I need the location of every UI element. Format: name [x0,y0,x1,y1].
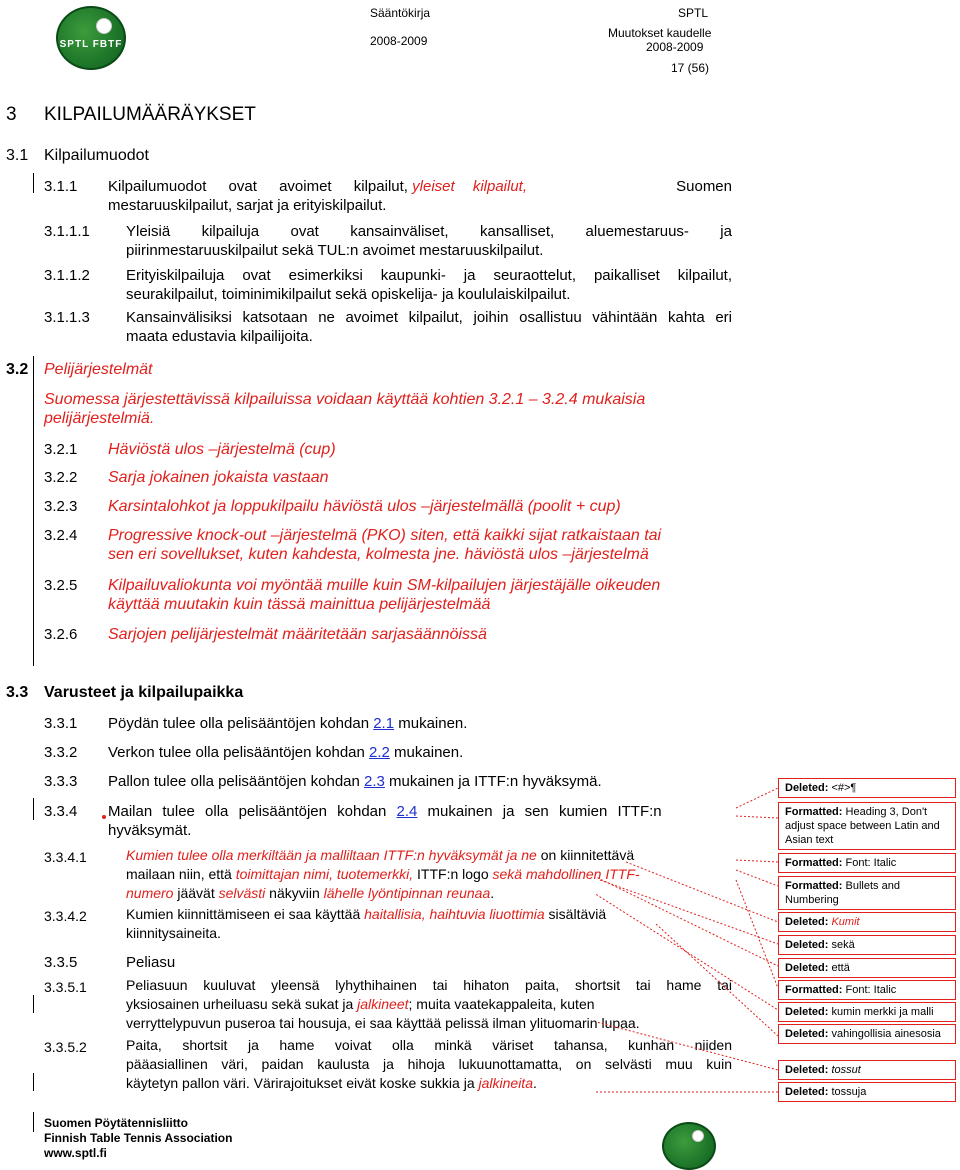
revision-balloon[interactable] [778,778,956,798]
text-run: sisältäviä [544,906,607,922]
connector-line [736,880,778,988]
balloon-text: sekä [831,939,855,951]
text-run: Kumien kiinnittämiseen ei saa käyttää [126,906,365,922]
list-number: 3.2.6 [44,626,78,643]
logo-text: SPTL FBTF [59,39,123,50]
paragraph-line: maata edustavia kilpailijoita. [126,328,313,345]
text-run: Pöydän tulee olla pelisääntöjen kohdan [108,715,374,732]
text-run: mukainen ja sen kumien ITTF:n [417,803,662,820]
revision-balloon[interactable] [778,802,956,850]
subsection-3-3-title: Varusteet ja kilpailupaikka [44,684,244,701]
balloon-kind: Deleted: [785,782,829,794]
inserted-text: toimittajan nimi, tuotemerkki, [235,866,414,882]
change-bar [33,356,34,666]
connector-line [600,880,778,944]
balloon-text: <#>¶ [831,782,857,794]
change-bar [33,1112,34,1132]
balloon-text: Bullets and Numbering [785,880,900,906]
paragraph-line [108,714,467,733]
inserted-text: yleiset kilpailut, [412,178,528,195]
list-item: käyttää muutakin kuin tässä mainittua pelijärjestelmää [108,596,491,613]
para-number: 3.3.3 [44,773,78,790]
revision-balloon[interactable] [778,935,956,955]
inserted-text: sekä mahdollinen ITTF- [492,866,640,882]
list-item: Kilpailuvaliokunta voi myöntää muille kuin SM-kilpailujen järjestäjälle oikeuden [108,577,661,594]
para-number: 3.3.5.1 [44,979,87,995]
connector-line [736,860,778,862]
subsection-3-2-title: Pelijärjestelmät [44,361,153,378]
header-changes-season: 2008-2009 [646,40,704,54]
revision-mark [102,815,106,819]
connector-line [736,870,778,886]
footer-org-en: Finnish Table Tennis Association [44,1131,233,1145]
footer-website[interactable]: www.sptl.fi [44,1146,107,1160]
text-run: on kiinnitettävä [536,847,635,863]
paragraph-line [108,772,602,791]
header-changes-label: Muutokset kaudelle [608,26,712,40]
list-item: Sarja jokainen jokaista vastaan [108,469,329,486]
paragraph-line: Paita, shortsit ja hame voivat olla minkä väriset tahansa, kunhan niiden [126,1037,732,1053]
list-item: sen eri sovellukset, kuten kahdesta, kolmesta jne. häviöstä ulos –järjestelmä [108,546,649,563]
intro-line: Suomessa järjestettävissä kilpailuissa voidaan käyttää kohtien 3.2.1 – 3.2.4 mukaisia [44,391,646,408]
revision-balloon[interactable] [778,958,956,978]
balloon-text: kumin merkki ja malli [831,1006,934,1018]
paragraph-line [126,846,634,865]
header-org: SPTL [678,6,709,20]
sptl-logo [56,6,126,70]
change-bar [33,798,34,820]
para-number: 3.1.1.3 [44,309,90,326]
page-number: 17 (56) [671,61,710,75]
text-run: ; muita vaatekappaleita, kuten [408,996,595,1012]
text-run: ITTF:n logo [413,866,493,882]
change-bar [33,995,34,1013]
paragraph-line: pääasiallinen väri, paidan kaulusta ja hihoja lukuunottamatta, on selvästi muu kuin [126,1056,732,1072]
para-number: 3.3.4.2 [44,908,87,924]
revision-balloon[interactable] [778,980,956,1000]
text-run: Pallon tulee olla pelisääntöjen kohdan [108,773,365,790]
paragraph-line [126,905,606,924]
inserted-text: haitallisia, haihtuvia liuottimia [364,906,545,922]
balloon-text: vahingollisia ainesosia [831,1028,941,1040]
inserted-text: lähelle lyöntipinnan reunaa [323,885,491,901]
list-number: 3.2.2 [44,469,78,486]
paragraph-line [126,865,640,884]
ball-icon [692,1130,704,1142]
text-run: jäävät [173,885,219,901]
text-run: Mailan tulee olla pelisääntöjen kohdan [108,803,397,820]
balloon-kind: Formatted: [785,806,843,818]
list-item: Progressive knock-out –järjestelmä (PKO) siten, että kaikki sijat ratkaistaan tai [108,527,662,544]
paragraph-line: kiinnitysaineita. [126,925,221,941]
balloon-kind: Deleted: [785,962,829,974]
text-run: käytetyn pallon väri. Värirajoitukset eivät koske sukkia ja [126,1075,479,1091]
ball-icon [96,18,112,34]
text-run: . [490,885,495,901]
revision-balloon[interactable] [778,912,956,932]
balloon-connectors [596,780,780,1110]
text-run: näkyviin [265,885,324,901]
paragraph-line [108,177,732,196]
para-number: 3.3.2 [44,744,78,761]
paragraph-line: Kansainvälisiksi katsotaan ne avoimet kilpailut, joihin osallistuu vähintään kahta eri [126,309,732,326]
balloon-text: Font: Italic [845,857,897,869]
balloon-text: tossuja [831,1086,867,1098]
paragraph-line [108,743,463,762]
balloon-text: tossut [831,1064,861,1076]
paragraph-line: mestaruuskilpailut, sarjat ja erityiskilpailut. [108,197,387,214]
balloon-kind: Formatted: [785,880,843,892]
intro-line: pelijärjestelmiä. [44,410,155,427]
balloon-kind: Deleted: [785,939,829,951]
connector-line [736,788,778,808]
change-bar [33,173,34,193]
revision-balloon[interactable] [778,1060,956,1080]
section-number: 3 [6,104,17,125]
para-number: 3.1.1 [44,178,78,195]
list-number: 3.2.5 [44,577,78,594]
rule-link[interactable]: 2.3 [364,773,385,790]
text-run: yksiosainen urheiluasu sekä sukat ja [126,996,358,1012]
paragraph-line: hyväksymät. [108,822,192,839]
para-number: 3.3.4.1 [44,849,87,865]
paragraph-line: piirinmestaruuskilpailut sekä TUL:n avoimet mestaruuskilpailut. [126,242,544,259]
para-number: 3.3.4 [44,803,78,820]
balloon-text: Heading 3, Don't adjust space between Latin and Asian text [785,806,940,846]
footer-org-fi: Suomen Pöytätennisliitto [44,1116,189,1130]
text-run: mukainen ja ITTF:n hyväksymä. [384,773,602,790]
balloon-text: Kumit [831,916,860,928]
text-run: mukainen. [394,715,468,732]
balloon-kind: Deleted: [785,916,829,928]
text-run: . [532,1075,537,1091]
paragraph-line: Erityiskilpailuja ovat esimerkiksi kaupunki- ja seuraottelut, paikalliset kilpailut, [126,267,732,284]
text-run: mukainen. [389,744,464,761]
subsection-3-3-number: 3.3 [6,684,29,701]
connector-line [736,816,778,818]
rule-link[interactable]: 2.1 [373,715,395,732]
balloon-kind: Deleted: [785,1086,829,1098]
balloon-kind: Deleted: [785,1006,829,1018]
list-item: Sarjojen pelijärjestelmät määritetään sarjasäännöissä [108,626,487,643]
paragraph-line [126,995,595,1014]
text-run: Suomen [676,178,732,195]
balloon-text: Font: Italic [845,984,897,996]
connector-line [596,876,778,966]
para-number: 3.1.1.2 [44,267,90,284]
balloon-kind: Formatted: [785,857,843,869]
inserted-text: jalkineita [478,1075,533,1091]
subsection-3-2-number: 3.2 [6,361,29,378]
inserted-text: selvästi [218,885,266,901]
section-title: KILPAILUMÄÄRÄYKSET [44,104,256,125]
revision-balloon[interactable] [778,1024,956,1044]
para-number: 3.3.5.2 [44,1039,87,1055]
balloon-kind: Deleted: [785,1028,829,1040]
paragraph-line: Peliasuun kuuluvat yleensä lyhythihainen tai hihaton paita, shortsit tai hame tai [126,977,732,993]
rule-link[interactable]: 2.4 [396,803,418,820]
paragraph-line: Yleisiä kilpailuja ovat kansainväliset, kansalliset, aluemestaruus- ja [126,223,732,240]
para-number: 3.1.1.1 [44,223,90,240]
change-bar [33,1073,34,1091]
connector-line [626,862,778,922]
text-run: Kilpailumuodot ovat avoimet kilpailut, [108,178,408,195]
inserted-text: jalkineet [357,996,409,1012]
list-number: 3.2.1 [44,441,78,458]
connector-line [596,1006,778,1070]
header-doc-title: Sääntökirja [370,6,431,20]
subsection-3-1-title: Kilpailumuodot [44,147,149,164]
list-item: Karsintalohkot ja loppukilpailu häviöstä ulos –järjestelmällä (poolit + cup) [108,498,621,515]
text-run: Verkon tulee olla pelisääntöjen kohdan [108,744,370,761]
para-number: 3.3.1 [44,715,78,732]
revision-balloon[interactable] [778,853,956,873]
subsection-3-1-number: 3.1 [6,147,29,164]
paragraph-line [126,884,494,903]
list-item: Häviöstä ulos –järjestelmä (cup) [108,441,336,458]
inserted-text: numero [126,885,174,901]
list-number: 3.2.4 [44,527,78,544]
balloon-kind: Formatted: [785,984,843,996]
subheading: Peliasu [126,954,176,971]
connector-line [596,888,778,1010]
paragraph-line [126,1074,537,1093]
para-number: 3.3.5 [44,954,78,971]
footer-logo [662,1122,716,1170]
balloon-kind: Deleted: [785,1064,829,1076]
revision-balloon[interactable] [778,1002,956,1022]
text-run: mailaan niin, että [126,866,236,882]
revision-balloon[interactable] [778,876,956,910]
balloon-text: että [831,962,850,974]
list-number: 3.2.3 [44,498,78,515]
paragraph-line: seurakilpailut, toiminimikilpailut sekä opiskelija- ja koululaiskilpailut. [126,286,571,303]
rule-link[interactable]: 2.2 [369,744,390,761]
header-season: 2008-2009 [370,34,428,48]
inserted-text: Kumien tulee olla merkiltään ja malliltaan ITTF:n hyväksymät ja ne [126,847,537,863]
paragraph-line: verryttelypuvun puseroa tai housuja, ei saa käyttää pelissä ilman ylituomarin lupaa. [126,1015,640,1031]
revision-balloon[interactable] [778,1082,956,1102]
